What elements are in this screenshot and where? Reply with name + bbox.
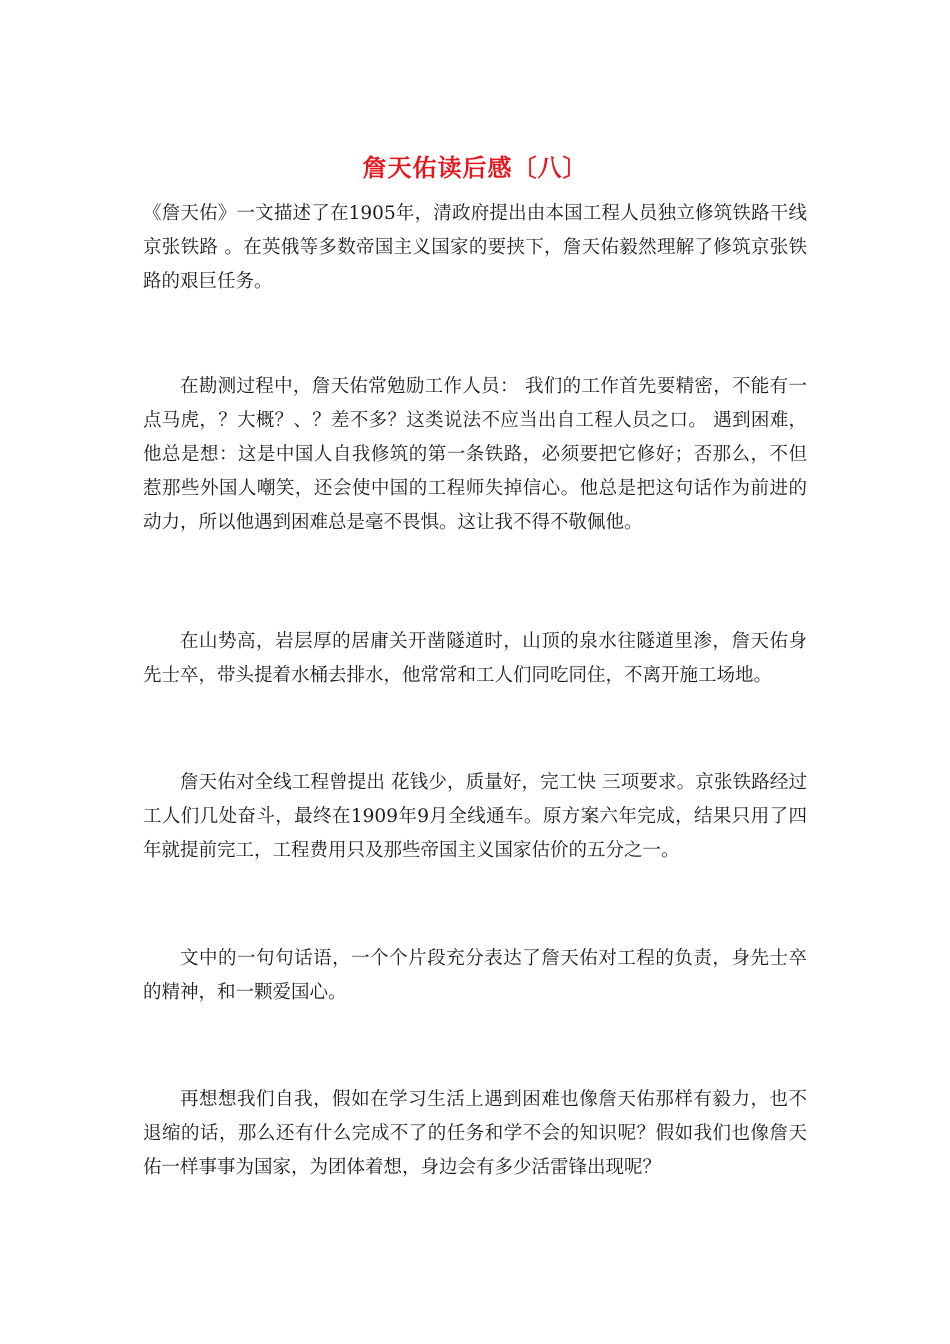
document-title: 詹天佑读后感〔八〕 (362, 153, 588, 182)
paragraph-3: 在山势高，岩层厚的居庸关开凿隧道时，山顶的泉水往隧道里渗，詹天佑身先士卒，带头提着水桶去排水，他常常和工人们同吃同住，不离开施工场地。 (143, 631, 807, 686)
paragraph-5: 文中的一句句话语，一个个片段充分表达了詹天佑对工程的负责，身先士卒的精神，和一颗爱国心。 (143, 948, 807, 1003)
paragraph-4: 詹天佑对全线工程曾提出 花钱少，质量好，完工快 三项要求。京张铁路经过工人们几处奋斗，最终在1909年9月全线通车。原方案六年完成，结果只用了四年就提前完工，工程费用只及那些帝国主义国家估价的五分之一。 (143, 772, 807, 861)
paragraph-6: 再想想我们自我，假如在学习生活上遇到困难也像詹天佑那样有毅力，也不退缩的话，那么还有什么完成不了的任务和学不会的知识呢？假如我们也像詹天佑一样事事为国家，为团体着想，身边会有多少活雷锋出现呢？ (143, 1089, 807, 1178)
paragraph-1: 《詹天佑》一文描述了在1905年，清政府提出由本国工程人员独立修筑铁路干线 京张铁路 。在英俄等多数帝国主义国家的要挟下，詹天佑毅然理解了修筑京张铁路的艰巨任务。 (143, 203, 807, 292)
paragraph-2: 在勘测过程中，詹天佑常勉励工作人员： 我们的工作首先要精密，不能有一点马虎，？大概？、？差不多？这类说法不应当出自工程人员之口。 遇到困难，他总是想：这是中国人自我修筑的第一条铁路，必须要把它修好；否那么，不但惹那些外国人嘲笑，还会使中国的工程师失掉信心。他总是把这句话作为前进的动力，所以他遇到困难总是毫不畏惧。这让我不得不敬佩他。 (143, 376, 807, 533)
